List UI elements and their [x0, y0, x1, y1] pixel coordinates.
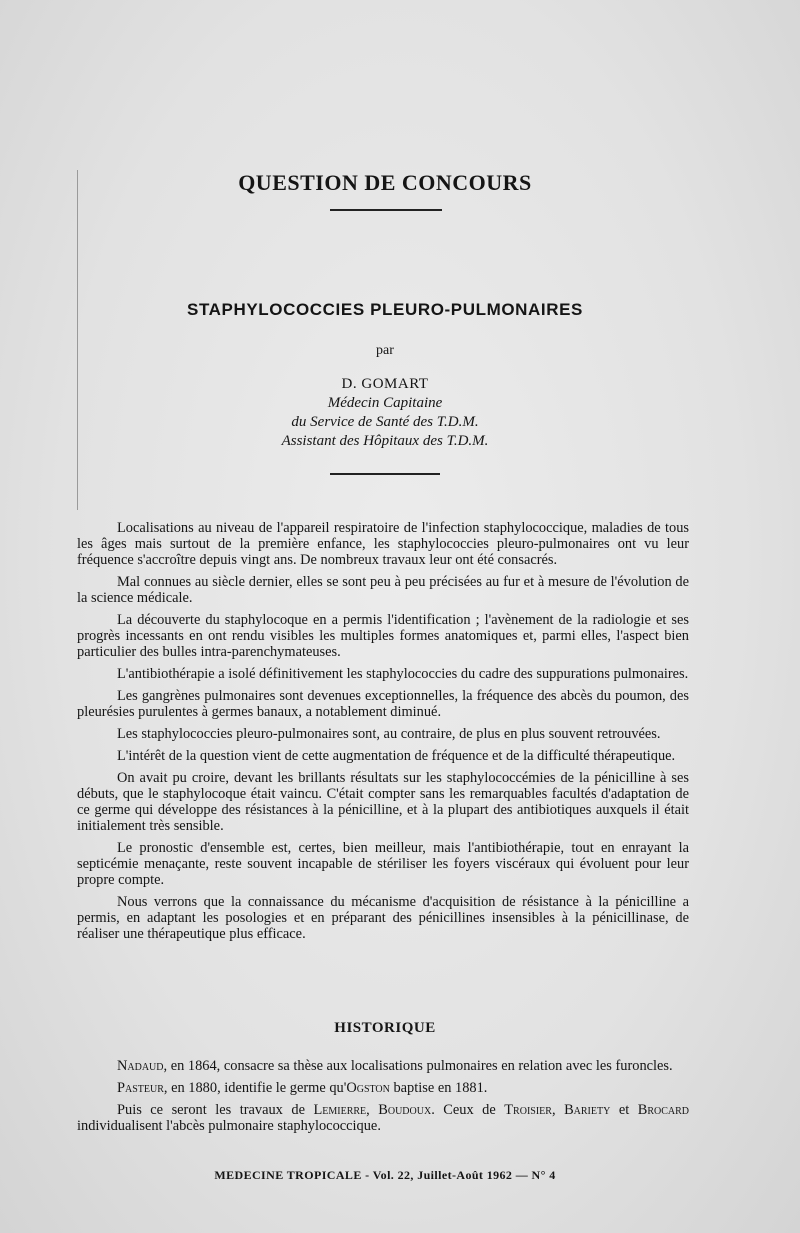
history-section	[77, 1058, 689, 1140]
history-text: individualisent l'abcès pulmonaire staphylococcique.	[77, 1118, 381, 1134]
byline-par: par	[376, 343, 394, 358]
history-text: . Ceux de	[431, 1102, 505, 1118]
intro-paragraph: Les staphylococcies pleuro-pulmonaires sont, au contraire, de plus en plus souvent retrouvées.	[117, 726, 661, 742]
intro-paragraph: Les gangrènes pulmonaires sont devenues exceptionnelles, la fréquence des abcès du poumon, des pleurésies purulentes à germes banaux, a notablement diminué.	[77, 688, 689, 720]
author-divider	[330, 473, 440, 475]
title-divider	[330, 209, 442, 211]
history-text: et	[610, 1102, 638, 1118]
history-text: ,	[551, 1102, 565, 1118]
intro-paragraph: Localisations au niveau de l'appareil respiratoire de l'infection staphylococcique, maladies de tous les âges mais surtout de la première enfance, les staphylococcies pleuro-pulmonaires ont vu leur fréquence s'accroître depuis vingt ans. De nombreux travaux leur ont été consacrés.	[77, 520, 689, 568]
history-text: ,	[366, 1102, 379, 1118]
author-affiliation-3: Assistant des Hôpitaux des T.D.M.	[281, 433, 489, 449]
author-reference: Bariety	[564, 1102, 611, 1118]
intro-paragraph: Nous verrons que la connaissance du mécanisme d'acquisition de résistance à la pénicilline a permis, en adaptant les posologies et en préparant des pénicillines insensibles à la pénicillinase, de réaliser une thérapeutique plus efficace.	[77, 894, 689, 942]
history-paragraph	[77, 1102, 689, 1134]
author-affiliation-2: du Service de Santé des T.D.M.	[291, 414, 479, 430]
history-paragraph	[77, 1058, 689, 1074]
history-paragraph	[77, 1080, 689, 1096]
article-title: STAPHYLOCOCCIES PLEURO-PULMONAIRES	[187, 300, 583, 319]
history-text: , en 1880, identifie le germe qu'	[163, 1080, 347, 1096]
author-reference: Troisier	[504, 1102, 552, 1118]
intro-paragraph: Le pronostic d'ensemble est, certes, bien meilleur, mais l'antibiothérapie, tout en enrayant la septicémie menaçante, reste souvent incapable de stériliser les foyers viscéraux qui évoluent pour leur propre compte.	[77, 840, 689, 888]
intro-paragraph: La découverte du staphylocoque en a permis l'identification ; l'avènement de la radiologie et ses progrès incessants en ont rendu visibles les multiples formes anatomiques et, parmi elles, l'aspect bien particulier des bulles intra-parenchymateuses.	[77, 612, 689, 660]
intro-paragraph: L'intérêt de la question vient de cette augmentation de fréquence et de la difficulté thérapeutique.	[117, 748, 676, 764]
author-reference: Ogston	[346, 1080, 390, 1096]
intro-paragraph: L'antibiothérapie a isolé définitivement les staphylococcies du cadre des suppurations pulmonaires.	[117, 666, 689, 682]
journal-footer: MEDECINE TROPICALE - Vol. 22, Juillet-Août 1962 — N° 4	[214, 1168, 556, 1182]
author-reference: Nadaud	[117, 1058, 164, 1074]
author-reference: Pasteur	[117, 1080, 164, 1096]
intro-paragraph: Mal connues au siècle dernier, elles se sont peu à peu précisées au fur et à mesure de l'évolution de la science médicale.	[77, 574, 689, 606]
author-reference: Lemierre	[313, 1102, 367, 1118]
author-affiliation-1: Médecin Capitaine	[327, 395, 443, 411]
margin-rule	[77, 170, 78, 510]
author-reference: Boudoux	[378, 1102, 432, 1118]
history-text: , en 1864, consacre sa thèse aux localisations pulmonaires en relation avec les furoncles.	[163, 1058, 673, 1074]
history-text: baptise en 1881.	[389, 1080, 488, 1096]
history-text: Puis ce seront les travaux de	[117, 1102, 314, 1118]
author-name: D. GOMART	[341, 376, 429, 392]
section-heading-historique: HISTORIQUE	[334, 1020, 436, 1036]
intro-paragraph: On avait pu croire, devant les brillants résultats sur les staphylococcémies de la pénicilline à ses débuts, que le staphylocoque était vaincu. C'était compter sans les remarquables facultés d'adaptation de ce germe qui développe des résistances à la pénicilline, et à la plupart des antibiotiques auxquels il était initialement très sensible.	[77, 770, 689, 834]
journal-section-title: QUESTION DE CONCOURS	[238, 170, 532, 195]
introduction	[77, 520, 689, 948]
author-reference: Brocard	[637, 1102, 689, 1118]
author-block	[0, 375, 770, 451]
